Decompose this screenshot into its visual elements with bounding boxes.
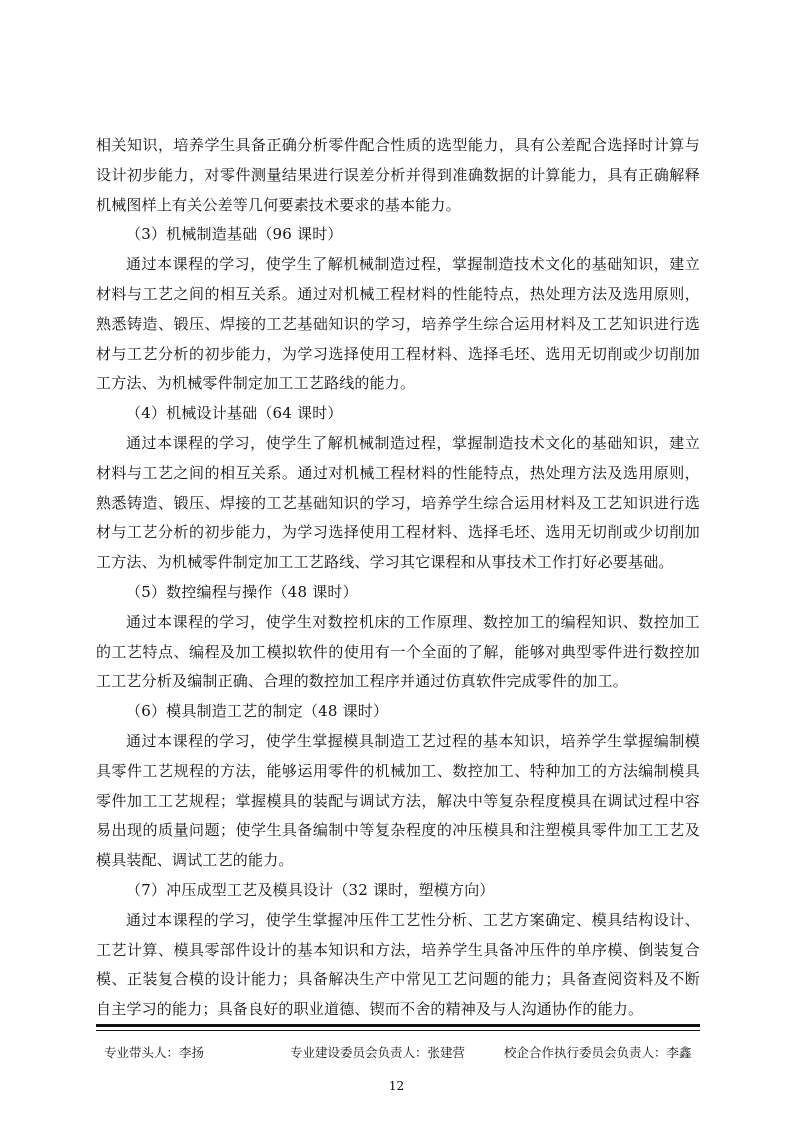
footer-committee: 专业建设委员会负责人：张建营 xyxy=(290,1045,466,1060)
section-heading: （5）数控编程与操作（48 课时） xyxy=(126,582,358,601)
section-paragraph: 通过本课程的学习，使学生掌握冲压件工艺性分析、工艺方案确定、模具结构设计、工艺计算、模具零部件设计的基本知识和方法，培养学生具备冲压件的单序模、倒装复合模、正装复合模的设计能力；具备解决生产中常见工艺问题的能力；具备查阅资料及不断自主学习的能力；具备良好的职业道德、锲而不舍的精神及与人沟通协作的能力。 xyxy=(96,910,700,1019)
section-paragraph: 通过本课程的学习，使学生对数控机床的工作原理、数控加工的编程知识、数控加工的工艺特点、编程及加工模拟软件的使用有一个全面的了解，能够对典型零件进行数控加工工艺分析及编制正确、合理的数控加工程序并通过仿真软件完成零件的加工。 xyxy=(96,612,700,691)
footer-divider-thin xyxy=(96,1030,700,1031)
section-heading: （7）冲压成型工艺及模具设计（32 课时，塑模方向） xyxy=(126,880,495,899)
section-paragraph: 通过本课程的学习，使学生了解机械制造过程，掌握制造技术文化的基础知识，建立材料与工艺之间的相互关系。通过对机械工程材料的性能特点，热处理方法及选用原则，熟悉铸造、锻压、焊接的工艺基础知识的学习，培养学生综合运用材料及工艺知识进行选材与工艺分析的初步能力，为学习选择使用工程材料、选择毛坯、选用无切削或少切削加工方法、为机械零件制定加工工艺路线的能力。 xyxy=(96,255,700,393)
intro-continuation-paragraph: 相关知识，培养学生具备正确分析零件配合性质的选型能力，具有公差配合选择时计算与设计初步能力，对零件测量结果进行误差分析并得到准确数据的计算能力，具有正确解释机械图样上有关公差等几何要素技术要求的基本能力。 xyxy=(96,136,700,214)
section-paragraph: 通过本课程的学习，使学生掌握模具制造工艺过程的基本知识，培养学生掌握编制模具零件工艺规程的方法，能够运用零件的机械加工、数控加工、特种加工的方法编制模具零件加工工艺规程；掌握模具的装配与调试方法，解决中等复杂程度模具在调试过程中容易出现的质量问题；使学生具备编制中等复杂程度的冲压模具和注塑模具零件加工工艺及模具装配、调试工艺的能力。 xyxy=(96,731,700,870)
section-heading: （6）模具制造工艺的制定（48 课时） xyxy=(126,702,389,721)
section-heading: （3）机械制造基础（96 课时） xyxy=(126,225,343,244)
section-heading: （4）机械设计基础（64 课时） xyxy=(126,404,343,423)
footer-cooperation: 校企合作执行委员会负责人：李鑫 xyxy=(504,1045,692,1060)
page-number: 12 xyxy=(388,1079,405,1093)
document-body xyxy=(96,131,700,1025)
footer-leader: 专业带头人：李扬 xyxy=(104,1045,205,1060)
section-paragraph: 通过本课程的学习，使学生了解机械制造过程，掌握制造技术文化的基础知识，建立材料与工艺之间的相互关系。通过对机械工程材料的性能特点，热处理方法及选用原则，熟悉铸造、锻压、焊接的工艺基础知识的学习，培养学生综合运用材料及工艺知识进行选材与工艺分析的初步能力，为学习选择使用工程材料、选择毛坯、选用无切削或少切削加工方法、为机械零件制定加工工艺路线、学习其它课程和从事技术工作打好必要基础。 xyxy=(96,433,700,572)
footer-divider-thick xyxy=(96,1024,700,1027)
